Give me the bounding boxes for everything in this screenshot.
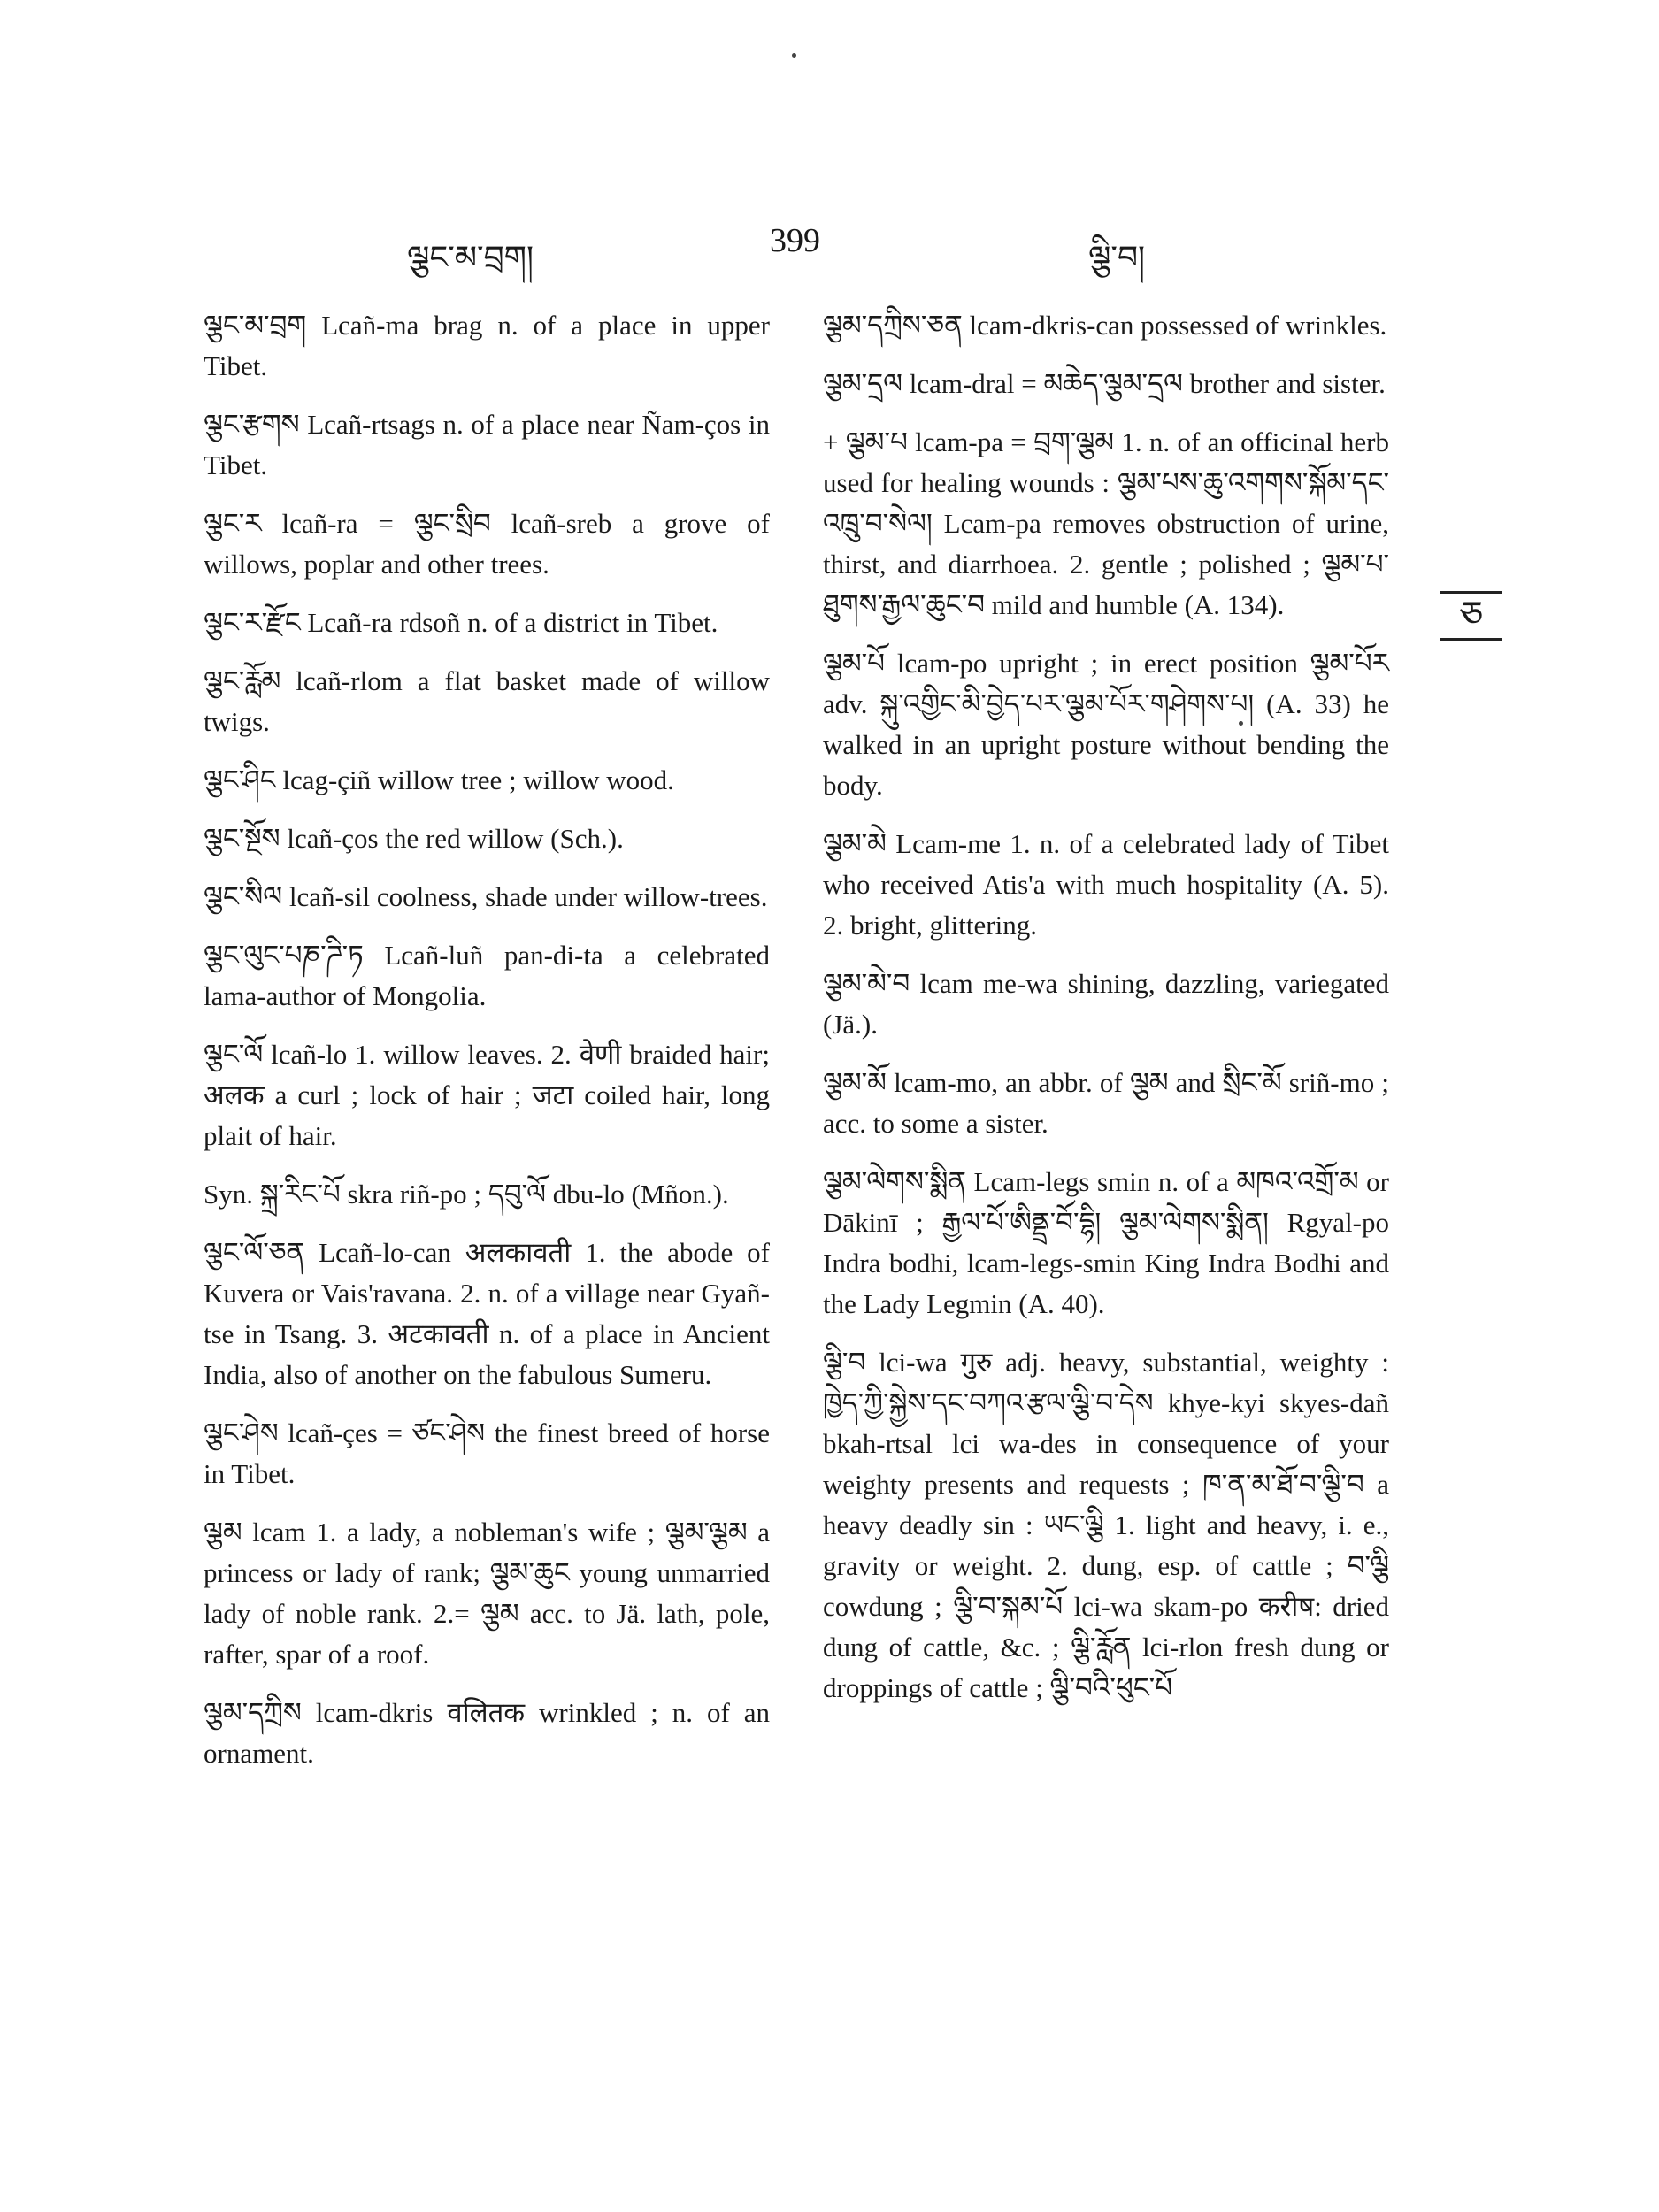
entry: ལྕང་ལོ lcañ-lo 1. willow leaves. 2. वेणी braided hair; अलक a curl ; lock of hair ; जटा coiled hair, long plait of hair. — [204, 1039, 770, 1151]
entry: ལྕང་རྩགས Lcañ-rtsags n. of a place near Ñam-ços in Tibet. — [204, 409, 770, 480]
entry: ལྕང་སིལ lcañ-sil coolness, shade under willow-trees. — [204, 881, 768, 912]
entry: ལྕམ་དྲལ lcam-dral = མཆེད་ལྕམ་དྲལ brother and sister. — [823, 368, 1386, 399]
entry: ལྕམ་པོ lcam-po upright ; in erect position ལྕམ་པོར adv. སྐུ་འགྱིང་མི་བྱེད་པར་ལྕམ་པོར་གཤེགས་པ། (A. 33) he walked in an upright posture without bending the body. — [823, 648, 1389, 801]
entry: ལྕང་ར་རྫོང Lcañ-ra rdsoñ n. of a district in Tibet. — [204, 607, 718, 638]
header-left-tibetan: ལྕང་མ་བྲག། — [407, 240, 534, 276]
entry: ལྕང་རློམ lcañ-rlom a flat basket made of willow twigs. — [204, 665, 770, 737]
entry: Syn. སྐྲ་རིང་པོ skra riñ-po ; དབུ་ལོ dbu-lo (Mñon.). — [204, 1179, 729, 1210]
entry: ལྕང་ཤིང lcag-çiñ willow tree ; willow wood. — [204, 764, 674, 795]
entry: ལྕང་ཤེས lcañ-çes = ཙང་ཤེས the finest breed of horse in Tibet. — [204, 1417, 770, 1489]
entry: ལྕང་ར lcañ-ra = ལྕང་སྲིབ lcañ-sreb a grove of willows, poplar and other trees. — [204, 508, 770, 580]
entry: ལྕང་ལོ་ཅན Lcañ-lo-can अलकावती 1. the abode of Kuvera or Vais'ravana. 2. n. of a village near Gyañ-tse in Tsang. 3. अटकावती n. of a place in Ancient India, also of another on the fabulous Sumeru. — [204, 1237, 770, 1390]
entry: ལྕི་བ lci-wa गुरु adj. heavy, substantial, weighty : ཁྱེད་ཀྱི་སྐྱེས་དང་བཀའ་རྩལ་ལྕི་བ་དེས khye-kyi skyes-dañ bkah-rtsal lci wa-des in consequence of your weighty presents and requests ; ཁ་ན་མ་ཐོ་བ་ལྕི་བ a heavy deadly sin : ཡང་ལྕི 1. light and heavy, i. e., gravity or weight. 2. dung, esp. of cattle ; བ་ལྕི cowdung ; ལྕི་བ་སྐམ་པོ lci-wa skam-po करीष: dried dung of cattle, &c. ; ལྕི་རློན lci-rlon fresh dung or droppings of cattle ; ལྕི་བའི་ཕུང་པོ — [823, 1347, 1389, 1703]
speck — [1239, 721, 1243, 726]
entry: ལྕམ་མོ lcam-mo, an abbr. of ལྕམ and སྲིང་མོ sriñ-mo ; acc. to some a sister. — [823, 1067, 1389, 1139]
speck — [792, 53, 796, 58]
entry: ལྕམ་ལེགས་སྨིན Lcam-legs smin n. of a མཁའ་འགྲོ་མ or Dākinī ; རྒྱལ་པོ་ཨིནྡྲ་བོ་དྷི། ལྕམ་ལེགས་སྨིན། Rgyal-po Indra bodhi, lcam-legs-smin King Indra Bodhi and the Lady Legmin (A. 40). — [823, 1166, 1389, 1319]
left-column — [204, 305, 770, 1792]
right-column — [823, 305, 1389, 1726]
entry: ལྕང་སྔོས lcañ-ços the red willow (Sch.). — [204, 823, 624, 854]
entry: ལྕམ་མེ Lcam-me 1. n. of a celebrated lady of Tibet who received Atis'a with much hospitality (A. 5). 2. bright, glittering. — [823, 828, 1389, 941]
entry: ལྕམ lcam 1. a lady, a nobleman's wife ; ལྕམ་ལྕམ a princess or lady of rank; ལྕམ་ཆུང young unmarried lady of noble rank. 2.= ལྕམ acc. to Jä. lath, pole, rafter, spar of a roof. — [204, 1517, 770, 1670]
entry: ལྕམ་དཀྲིས lcam-dkris वलितक wrinkled ; n. of an ornament. — [204, 1697, 770, 1769]
page-header — [204, 221, 1407, 274]
margin-thumb-index: ཅ — [1440, 591, 1502, 641]
entry: ལྕང་ལུང་པཎ་ཌི་ཏ Lcañ-luñ pan-di-ta a celebrated lama-author of Mongolia. — [204, 940, 770, 1011]
page-number: 399 — [770, 222, 820, 259]
entry: ལྕང་མ་བྲག Lcañ-ma brag n. of a place in upper Tibet. — [204, 310, 770, 381]
entry: ལྕམ་མེ་བ lcam me-wa shining, dazzling, variegated (Jä.). — [823, 968, 1389, 1040]
entry: + ལྕམ་པ lcam-pa = བྲག་ལྕམ 1. n. of an officinal herb used for healing wounds : ལྕམ་པས་ཆུ་འགགས་སྐོམ་དང་འཁྲུ་བ་སེལ། Lcam-pa removes obstruction of urine, thirst, and diarrhoea. 2. gentle ; polished ; ལྕམ་པ་ཐུགས་རྒྱལ་ཆུང་བ mild and humble (A. 134). — [823, 426, 1389, 620]
entry: ལྕམ་དཀྲིས་ཅན lcam-dkris-can possessed of wrinkles. — [823, 310, 1387, 341]
header-right-tibetan: ལྕི་བ། — [1088, 240, 1146, 276]
